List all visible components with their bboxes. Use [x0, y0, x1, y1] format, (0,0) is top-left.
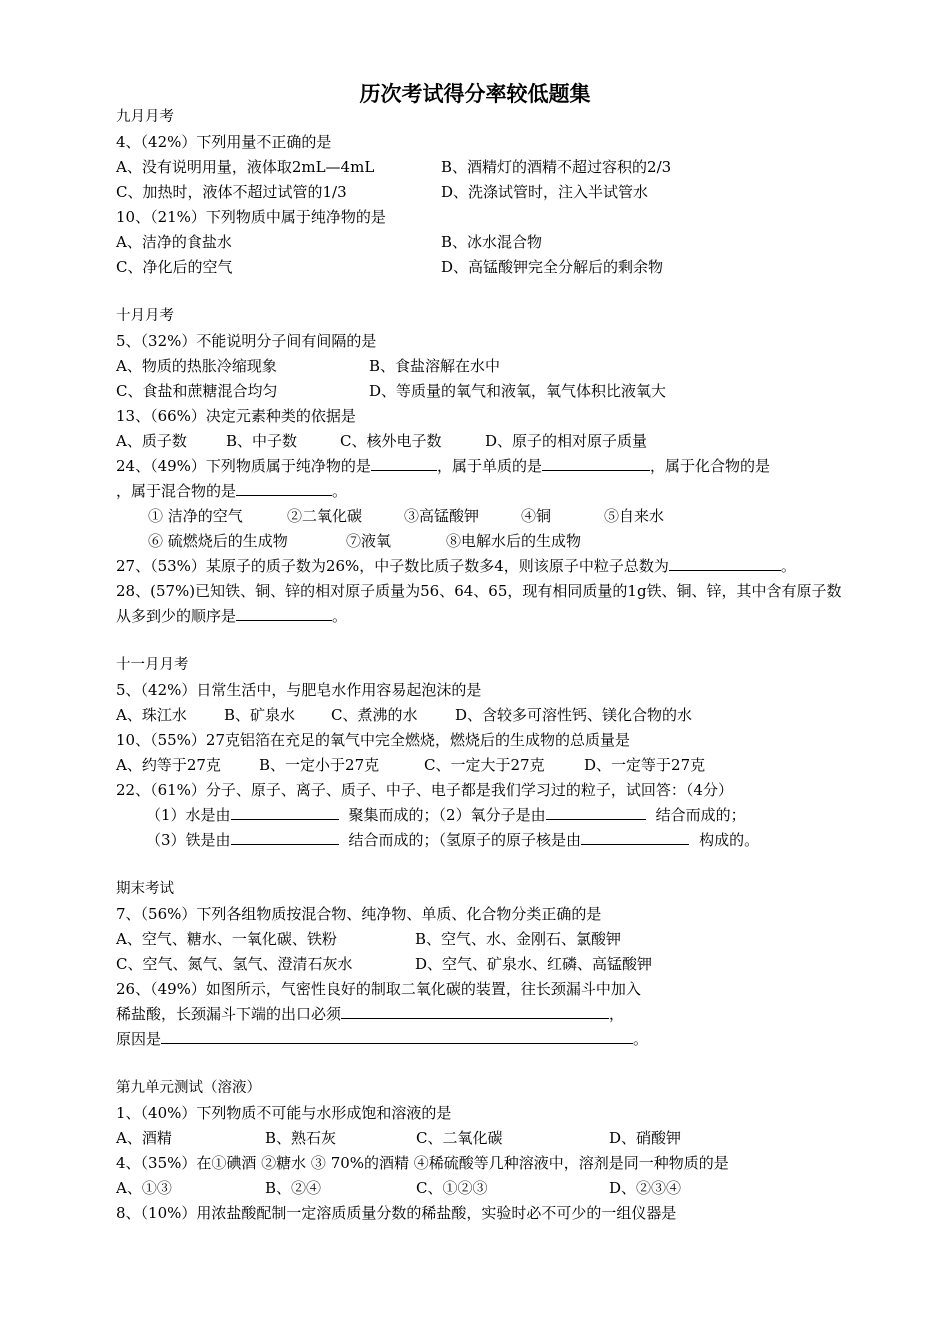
list-item: ① 洁净的空气	[148, 507, 243, 525]
question-text: 。	[332, 607, 348, 625]
question-text: ，属于化合物的是	[649, 457, 770, 475]
option-c: C、煮沸的水	[331, 706, 418, 724]
question-text: 5、（42%）日常生活中，与肥皂水作用容易起泡沫的是	[116, 681, 482, 699]
list-item: ⑧电解水后的生成物	[446, 532, 582, 550]
answer-blank[interactable]	[161, 1029, 633, 1044]
option-b: B、熟石灰	[265, 1129, 337, 1147]
option-c: C、①②③	[416, 1179, 488, 1197]
question-text: 从多到少的顺序是	[116, 607, 237, 625]
option-c: C、二氧化碳	[416, 1129, 503, 1147]
question-line	[116, 481, 347, 501]
answer-blank[interactable]	[371, 456, 437, 471]
section-heading-final: 期末考试	[116, 881, 174, 897]
question-text: 。	[633, 1030, 649, 1048]
question-text: 。	[332, 482, 348, 500]
question-text: 26、（49%）如图所示，气密性良好的制取二氧化碳的装置，往长颈漏斗中加入	[116, 980, 641, 998]
question-text: 聚集而成的；（2）氧分子是由	[348, 806, 546, 824]
option-a: A、①③	[116, 1179, 172, 1197]
option-d: D、等质量的氧气和液氧，氧气体积比液氧大	[369, 382, 667, 400]
list-item: ②二氧化碳	[287, 507, 363, 525]
list-item: ⑦液氧	[346, 532, 392, 550]
list-item: ③高锰酸钾	[404, 507, 480, 525]
option-b: B、一定小于27克	[259, 756, 380, 774]
option-c: C、食盐和蔗糖混合均匀	[116, 382, 278, 400]
question-text: 24、（49%）下列物质属于纯净物的是	[116, 457, 371, 475]
answer-blank[interactable]	[231, 830, 339, 845]
question-text: 1、（40%）下列物质不可能与水形成饱和溶液的是	[116, 1104, 452, 1122]
option-d: D、硝酸钾	[609, 1129, 682, 1147]
question-text: 27、（53%）某原子的质子数为26%，中子数比质子数多4，则该原子中粒子总数为	[116, 557, 669, 575]
question-text: 22、（61%）分子、原子、离子、质子、中子、电子都是我们学习过的粒子，试回答：（4分）	[116, 781, 733, 799]
list-item: ⑥ 硫燃烧后的生成物	[148, 532, 288, 550]
option-c: C、加热时，液体不超过试管的1/3	[116, 183, 347, 201]
question-line	[116, 606, 347, 626]
option-d: D、一定等于27克	[584, 756, 706, 774]
question-text: 10、（21%）下列物质中属于纯净物的是	[116, 208, 386, 226]
question-text: （3）铁是由	[146, 831, 231, 849]
option-a: A、没有说明用量，液体取2mL—4mL	[116, 158, 375, 176]
answer-blank[interactable]	[236, 481, 332, 496]
section-heading-october: 十月月考	[116, 308, 174, 324]
question-line	[116, 1029, 648, 1049]
question-text: ，	[609, 1005, 625, 1023]
list-item: ⑤自来水	[604, 507, 665, 525]
option-b: B、冰水混合物	[441, 233, 543, 251]
option-a: A、洁净的食盐水	[116, 233, 232, 251]
question-text: 13、（66%）决定元素种类的依据是	[116, 407, 356, 425]
answer-blank[interactable]	[236, 606, 332, 621]
section-heading-november: 十一月月考	[116, 657, 189, 673]
answer-blank[interactable]	[669, 556, 781, 571]
answer-blank[interactable]	[341, 1004, 609, 1019]
option-a: A、约等于27克	[116, 756, 221, 774]
option-c: C、空气、氮气、氢气、澄清石灰水	[116, 955, 353, 973]
option-d: D、原子的相对原子质量	[485, 432, 648, 450]
question-text: 。	[780, 557, 796, 575]
question-text: 原因是	[116, 1030, 162, 1048]
answer-blank[interactable]	[581, 830, 689, 845]
question-line	[116, 456, 770, 476]
option-b: B、食盐溶解在水中	[369, 357, 501, 375]
question-text: 结合而成的；	[655, 806, 746, 824]
option-b: B、中子数	[226, 432, 298, 450]
option-d: D、②③④	[609, 1179, 682, 1197]
question-line	[146, 830, 759, 850]
option-c: C、一定大于27克	[424, 756, 545, 774]
option-d: D、空气、矿泉水、红磷、高锰酸钾	[415, 955, 653, 973]
answer-blank[interactable]	[231, 805, 339, 820]
question-text: ，属于单质的是	[436, 457, 542, 475]
option-d: D、含较多可溶性钙、镁化合物的水	[455, 706, 693, 724]
option-a: A、物质的热胀冷缩现象	[116, 357, 277, 375]
option-b: B、酒精灯的酒精不超过容积的2/3	[441, 158, 672, 176]
question-text: ，属于混合物的是	[116, 482, 237, 500]
question-text: 4、（42%）下列用量不正确的是	[116, 133, 332, 151]
option-a: A、空气、糖水、一氧化碳、铁粉	[116, 930, 337, 948]
answer-blank[interactable]	[546, 805, 646, 820]
question-text: 稀盐酸，长颈漏斗下端的出口必须	[116, 1005, 342, 1023]
section-heading-unit9: 第九单元测试（溶液）	[116, 1080, 261, 1096]
option-c: C、核外电子数	[340, 432, 442, 450]
question-line	[116, 556, 796, 576]
option-a: A、酒精	[116, 1129, 172, 1147]
question-text: 10、（55%）27克铝箔在充足的氧气中完全燃烧，燃烧后的生成物的总质量是	[116, 731, 631, 749]
question-line	[146, 805, 746, 825]
question-text: 7、（56%）下列各组物质按混合物、纯净物、单质、化合物分类正确的是	[116, 905, 602, 923]
option-a: A、质子数	[116, 432, 187, 450]
question-text: 8、（10%）用浓盐酸配制一定溶质质量分数的稀盐酸，实验时必不可少的一组仪器是	[116, 1204, 677, 1222]
question-text: 结合而成的；（氢原子的原子核是由	[348, 831, 582, 849]
option-d: D、高锰酸钾完全分解后的剩余物	[441, 258, 664, 276]
question-text: （1）水是由	[146, 806, 231, 824]
option-b: B、空气、水、金刚石、氯酸钾	[415, 930, 622, 948]
question-text: 4、（35%）在①碘酒 ②糖水 ③ 70%的酒精 ④稀硫酸等几种溶液中，溶剂是同一种物质的是	[116, 1154, 729, 1172]
question-line	[116, 1004, 624, 1024]
list-item: ④铜	[521, 507, 552, 525]
question-text: 5、（32%）不能说明分子间有间隔的是	[116, 332, 377, 350]
question-text: 构成的。	[699, 831, 760, 849]
document-title: 历次考试得分率较低题集	[359, 82, 591, 106]
option-c: C、净化后的空气	[116, 258, 233, 276]
option-a: A、珠江水	[116, 706, 187, 724]
option-b: B、矿泉水	[224, 706, 296, 724]
option-b: B、②④	[265, 1179, 322, 1197]
answer-blank[interactable]	[542, 456, 650, 471]
question-text: 28、(57%)已知铁、铜、锌的相对原子质量为56、64、65，现有相同质量的1g铁、铜、锌，其中含有原子数	[116, 582, 842, 600]
option-d: D、洗涤试管时，注入半试管水	[441, 183, 649, 201]
section-heading-september: 九月月考	[116, 109, 174, 125]
